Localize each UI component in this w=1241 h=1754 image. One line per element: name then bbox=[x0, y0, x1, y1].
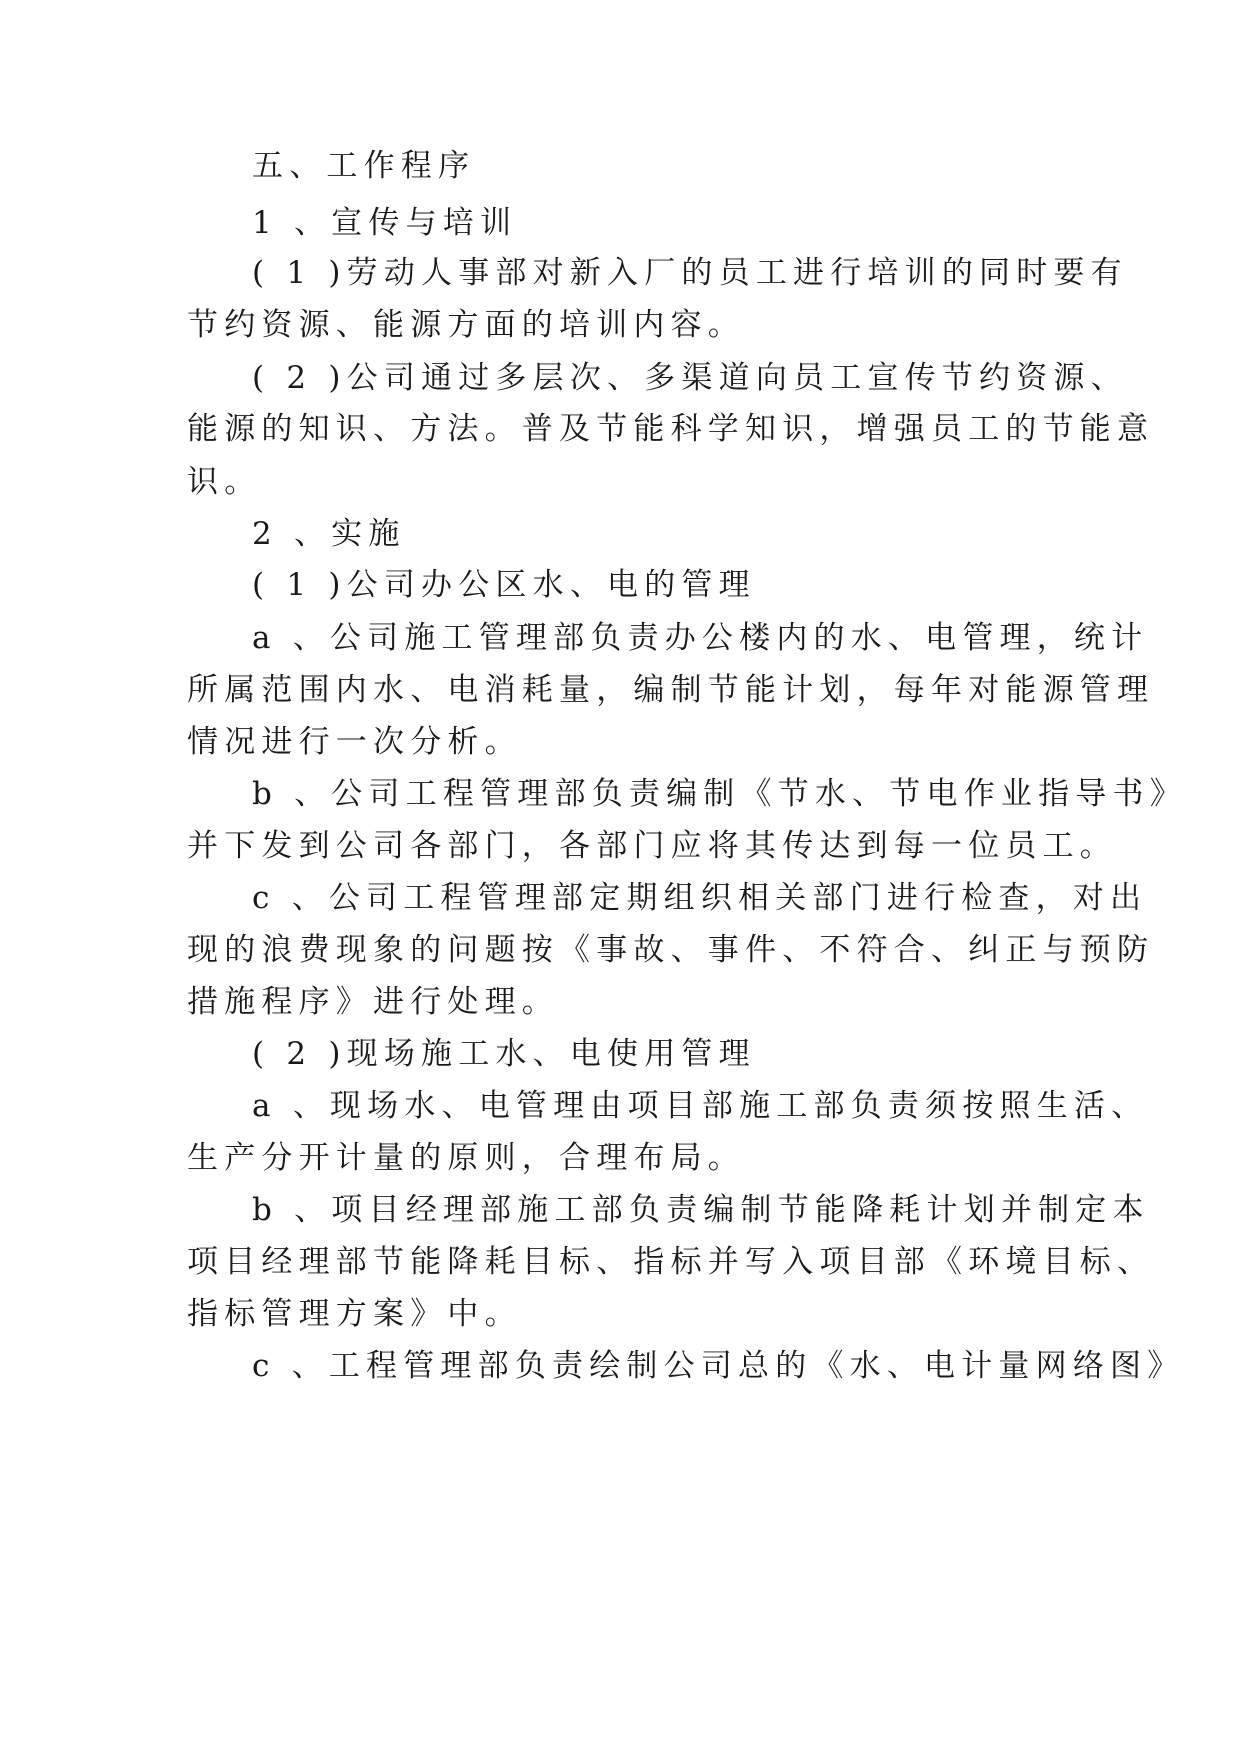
paragraph-line: b 、公司工程管理部负责编制《节水、节电作业指导书》 bbox=[252, 776, 1187, 812]
paragraph-line: b 、项目经理部施工部负责编制节能降耗计划并制定本 bbox=[252, 1192, 1150, 1228]
paragraph-line: 生产分开计量的原则，合理布局。 bbox=[187, 1140, 745, 1176]
section-heading: 五、工作程序 bbox=[252, 148, 476, 184]
subsection-heading: 1 、宣传与培训 bbox=[252, 205, 518, 241]
item-heading: ( 1 )公司办公区水、电的管理 bbox=[252, 567, 756, 603]
paragraph-line: 指标管理方案》中。 bbox=[187, 1296, 522, 1332]
item-heading: ( 2 )现场施工水、电使用管理 bbox=[252, 1036, 756, 1072]
paragraph-line: 项目经理部节能降耗目标、指标并写入项目部《环境目标、 bbox=[187, 1244, 1155, 1280]
paragraph-line: a 、公司施工管理部负责办公楼内的水、电管理，统计 bbox=[252, 620, 1149, 656]
paragraph-line: 识。 bbox=[187, 464, 262, 500]
paragraph-line: 现的浪费现象的问题按《事故、事件、不符合、纠正与预防 bbox=[187, 932, 1155, 968]
paragraph-line: 节约资源、能源方面的培训内容。 bbox=[187, 307, 745, 343]
paragraph-line: c 、工程管理部负责绘制公司总的《水、电计量网络图》 bbox=[252, 1348, 1185, 1384]
paragraph-line: c 、公司工程管理部定期组织相关部门进行检查，对出 bbox=[252, 880, 1148, 916]
paragraph-line: ( 2 )公司通过多层次、多渠道向员工宣传节约资源、 bbox=[252, 360, 1128, 396]
paragraph-line: 能源的知识、方法。普及节能科学知识，增强员工的节能意 bbox=[187, 411, 1155, 447]
paragraph-line: 情况进行一次分析。 bbox=[187, 724, 522, 760]
paragraph-line: a 、现场水、电管理由项目部施工部负责须按照生活、 bbox=[252, 1088, 1149, 1124]
paragraph-line: ( 1 )劳动人事部对新入厂的员工进行培训的同时要有 bbox=[252, 255, 1128, 291]
paragraph-line: 措施程序》进行处理。 bbox=[187, 984, 559, 1020]
paragraph-line: 所属范围内水、电消耗量，编制节能计划，每年对能源管理 bbox=[187, 672, 1155, 708]
paragraph-line: 并下发到公司各部门，各部门应将其传达到每一位员工。 bbox=[187, 828, 1117, 864]
subsection-heading: 2 、实施 bbox=[252, 516, 406, 552]
